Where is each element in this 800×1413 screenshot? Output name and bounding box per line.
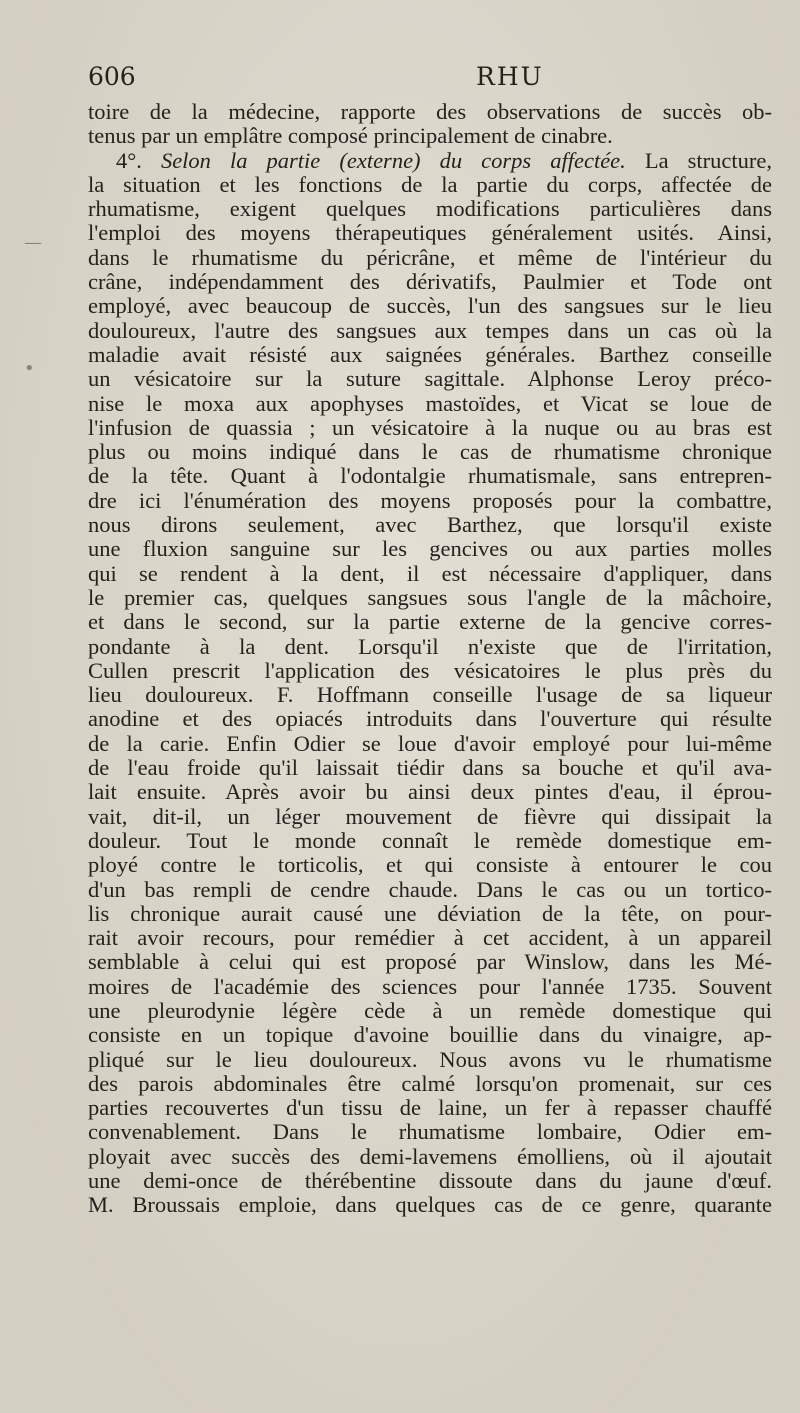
text-line: l'infusion de quassia ; un vésicatoire à la nuque ou au bras est xyxy=(88,415,772,440)
text-line: plus ou moins indiqué dans le cas de rhumatisme chronique xyxy=(88,440,772,465)
text-line: une demi-once de thérébentine dissoute dans du jaune d'œuf. xyxy=(88,1169,772,1194)
text-line: lait ensuite. Après avoir bu ainsi deux pintes d'eau, il éprou- xyxy=(88,780,772,805)
text-line: d'un bas rempli de cendre chaude. Dans le cas ou un tortico- xyxy=(88,877,772,902)
text-line: moires de l'académie des sciences pour l'année 1735. Souvent xyxy=(88,974,772,999)
text-line: maladie avait résisté aux saignées générales. Barthez conseille xyxy=(88,342,772,367)
text-line: ployé contre le torticolis, et qui consiste à entourer le cou xyxy=(88,853,772,878)
text-line: un vésicatoire sur la suture sagittale. Alphonse Leroy préco- xyxy=(88,367,772,392)
text-line: convenablement. Dans le rhumatisme lombaire, Odier em- xyxy=(88,1120,772,1145)
text-line: lieu douloureux. F. Hoffmann conseille l'usage de sa liqueur xyxy=(88,683,772,708)
page-header xyxy=(88,62,772,98)
text-line: rhumatisme, exigent quelques modifications particulières dans xyxy=(88,197,772,222)
text-line: des parois abdominales être calmé lorsqu'on promenait, sur ces xyxy=(88,1071,772,1096)
text-line: une pleurodynie légère cède à un remède domestique qui xyxy=(88,998,772,1023)
text-line: dre ici l'énumération des moyens proposés pour la combattre, xyxy=(88,488,772,513)
text-line: toire de la médecine, rapporte des observations de succès ob- xyxy=(88,100,772,124)
body-text xyxy=(88,100,772,1218)
section-number: 4°. xyxy=(116,148,161,173)
text-line: douleur. Tout le monde connaît le remède domestique em- xyxy=(88,828,772,853)
margin-dot-mark: • xyxy=(24,358,35,379)
running-head: RHU xyxy=(476,62,544,91)
text-line: une fluxion sanguine sur les gencives ou aux parties molles xyxy=(88,537,772,562)
text-line: parties recouvertes d'un tissu de laine, un fer à repasser chauffé xyxy=(88,1096,772,1121)
text-line: pliqué sur le lieu douloureux. Nous avons vu le rhumatisme xyxy=(88,1047,772,1072)
text-line: pondante à la dent. Lorsqu'il n'existe que de l'irritation, xyxy=(88,634,772,659)
text-line: douloureux, l'autre des sangsues aux tempes dans un cas où la xyxy=(88,318,772,343)
text-line: employé, avec beaucoup de succès, l'un des sangsues sur le lieu xyxy=(88,294,772,319)
text-line: et dans le second, sur la partie externe de la gencive corres- xyxy=(88,610,772,635)
margin-dash-mark: — xyxy=(24,232,42,253)
text-line: consiste en un topique d'avoine bouillie dans du vinaigre, ap- xyxy=(88,1023,772,1048)
text-line: de la tête. Quant à l'odontalgie rhumatismale, sans entrepren- xyxy=(88,464,772,489)
text-line: tenus par un emplâtre composé principalement de cinabre. xyxy=(88,124,613,149)
text-line: vait, dit-il, un léger mouvement de fièvre qui dissipait la xyxy=(88,804,772,829)
text-line: l'emploi des moyens thérapeutiques généralement usités. Ainsi, xyxy=(88,221,772,246)
section-heading-italic: Selon la partie (externe) du corps affectée. xyxy=(160,148,626,173)
text-line: M. Broussais emploie, dans quelques cas de ce genre, quarante xyxy=(88,1193,772,1218)
text-line: crâne, indépendamment des dérivatifs, Paulmier et Tode ont xyxy=(88,270,772,295)
text-line: nise le moxa aux apophyses mastoïdes, et Vicat se loue de xyxy=(88,391,772,416)
text-line: la situation et les fonctions de la partie du corps, affectée de xyxy=(88,172,772,197)
text-line: de la carie. Enfin Odier se loue d'avoir employé pour lui-même xyxy=(88,731,772,756)
text-line: nous dirons seulement, avec Barthez, que lorsqu'il existe xyxy=(88,513,772,538)
line-continuation: La structure, xyxy=(625,148,772,173)
text-line: ployait avec succès des demi-lavemens émolliens, où il ajoutait xyxy=(88,1144,772,1169)
text-line: de l'eau froide qu'il laissait tiédir dans sa bouche et qu'il ava- xyxy=(88,756,772,781)
text-line: qui se rendent à la dent, il est nécessaire d'appliquer, dans xyxy=(88,561,772,586)
text-line xyxy=(88,149,772,173)
text-line: rait avoir recours, pour remédier à cet accident, à un appareil xyxy=(88,926,772,951)
text-line: lis chronique aurait causé une déviation de la tête, on pour- xyxy=(88,901,772,926)
text-line: le premier cas, quelques sangsues sous l'angle de la mâchoire, xyxy=(88,585,772,610)
text-line: dans le rhumatisme du péricrâne, et même de l'intérieur du xyxy=(88,245,772,270)
text-line: Cullen prescrit l'application des vésicatoires le plus près du xyxy=(88,658,772,683)
page-number: 606 xyxy=(88,62,136,91)
text-line: semblable à celui qui est proposé par Winslow, dans les Mé- xyxy=(88,950,772,975)
text-line: anodine et des opiacés introduits dans l'ouverture qui résulte xyxy=(88,707,772,732)
